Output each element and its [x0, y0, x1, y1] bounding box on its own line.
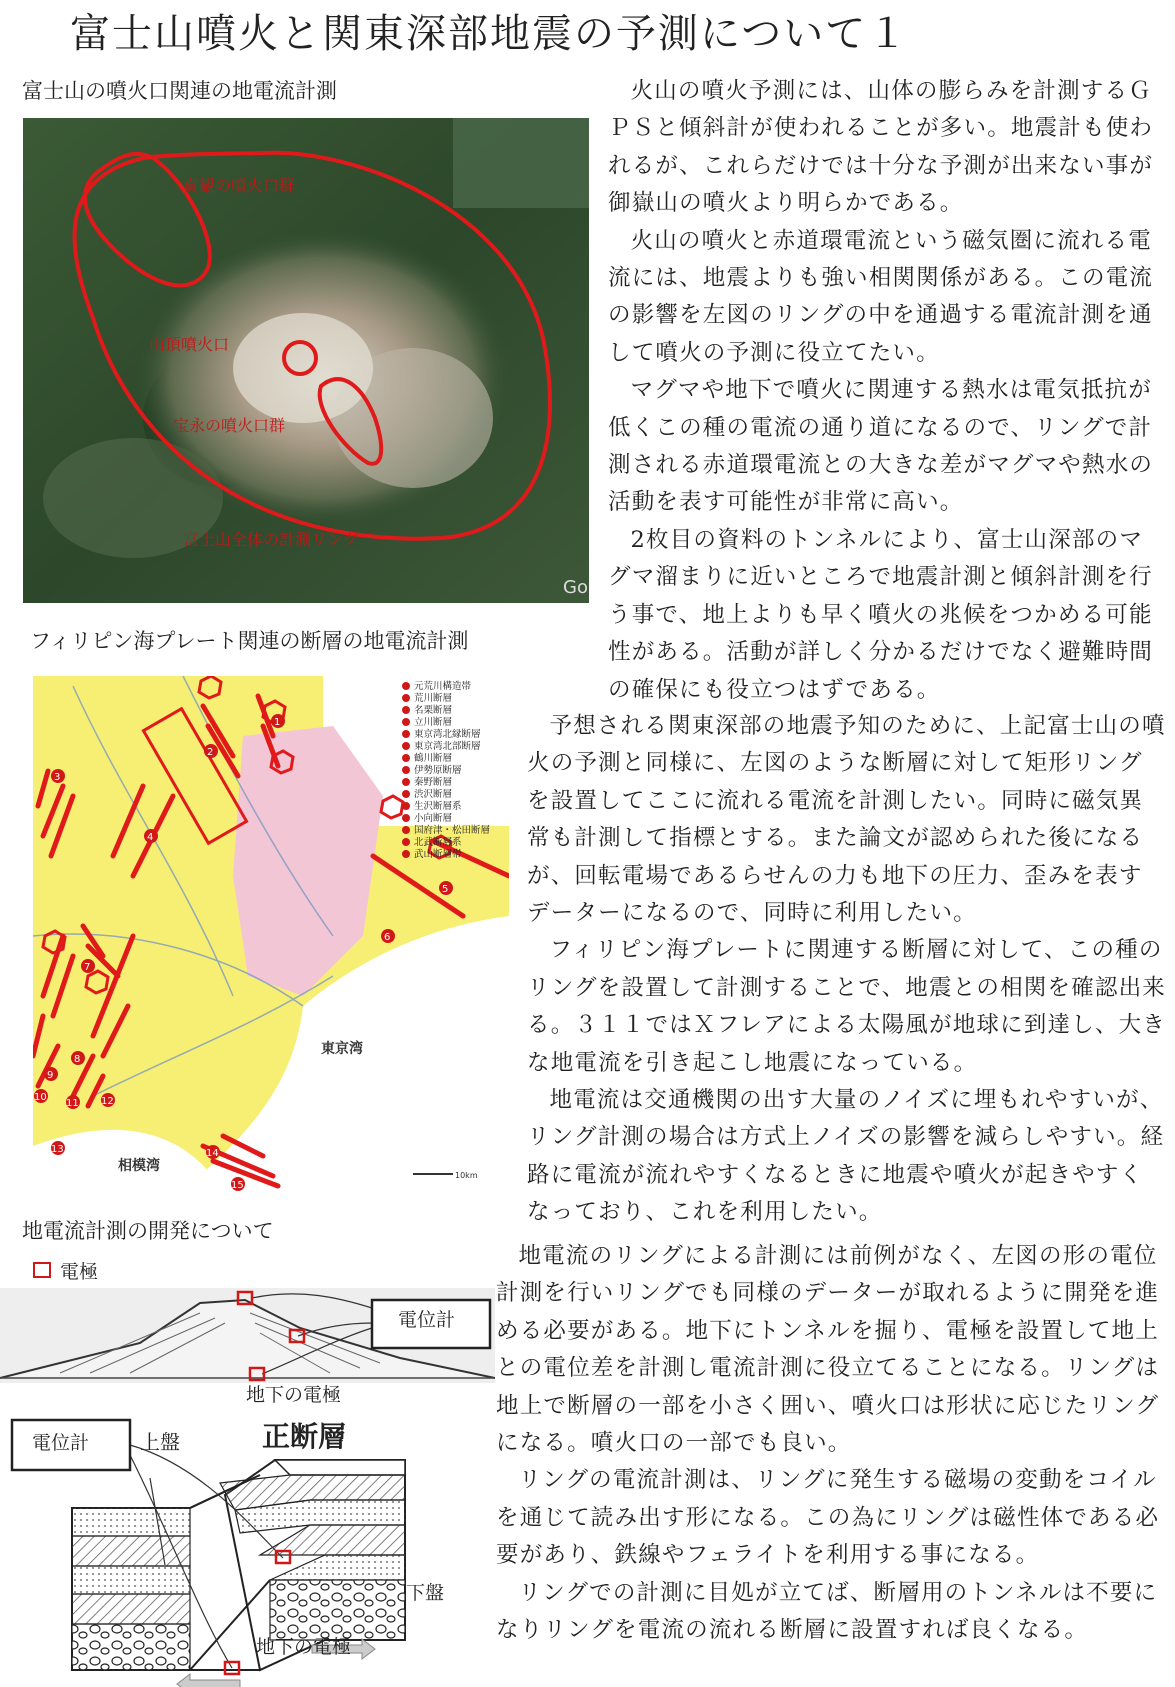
legend-item: 東京湾北縁断層 — [414, 729, 481, 740]
label-sagami-bay: 相模湾 — [118, 1158, 160, 1174]
paragraph: 2枚目の資料のトンネルにより、富士山深部のマグマ溜まりに近いところで地震計測と傾斜計測を行う事で、地上よりも早く噴火の兆候をつかめる可能性がある。活動が詳しく分かるだけでなく避難時間の確保にも役立つはずである。 — [608, 526, 1154, 703]
svg-text:15: 15 — [231, 1180, 244, 1191]
paragraph: フィリピン海プレートに関連する断層に対して、この種のリングを設置して計測することで、地震との相関を確認出来る。３１１ではＸフレアによる太陽風が地球に到達し、大きな地電流を引き起こし地震になっている。 — [527, 937, 1167, 1076]
legend-item: 東京湾北部断層 — [414, 741, 481, 752]
svg-text:3: 3 — [54, 772, 61, 783]
legend-item: 渋沢断層 — [414, 789, 453, 800]
text-block-3 — [496, 1238, 1166, 1649]
legend-item: 生沢断層系 — [414, 801, 462, 812]
svg-text:10: 10 — [34, 1092, 47, 1103]
legend-item: 秦野断層 — [414, 777, 453, 788]
paragraph: 予想される関東深部の地震予知のために、上記富士山の噴火の予測と同様に、左図のような断層に対して矩形リングを設置してここに流れる電流を計測したい。同時に磁気異常も計測して指標とする。また論文が認められた後になるが、回転電場であるらせんの力も地下の圧力、歪みを表すデーターになるので、同時に利用したい。 — [527, 713, 1166, 927]
paragraph: マグマや地下で噴火に関連する熱水は電気抵抗が低くこの種の電流の通り道になるので、リングで計測される赤道環電流との大きな差がマグマや熱水の活動を表す可能性が非常に高い。 — [608, 377, 1154, 516]
legend-item: 立川断層 — [414, 717, 453, 728]
legend-item: 荒川断層 — [414, 693, 453, 704]
upper-plate-label: 上盤 — [140, 1430, 180, 1454]
electrode-legend-icon — [33, 1262, 51, 1278]
svg-text:4: 4 — [147, 832, 154, 843]
lower-plate-label: 下盤 — [406, 1582, 445, 1604]
legend-item: 北武断層系 — [414, 837, 462, 848]
paragraph: 地電流のリングによる計測には前例がなく、左図の形の電位計測を行いリングでも同様のデーターが取れるように開発を進める必要がある。地下にトンネルを掘り、電極を設置して地上との電位差を計測し電流計測に役立てることになる。リングは地上で断層の一部を小さく囲い、噴火口は形状に応じたリングになる。噴火口の一部でも良い。 — [496, 1243, 1160, 1457]
legend-item: 伊勢原断層 — [414, 765, 462, 776]
text-block-1 — [608, 73, 1166, 709]
svg-text:11: 11 — [66, 1098, 79, 1109]
paragraph: リングでの計測に目処が立てば、断層用のトンネルは不要になりリングを電流の流れる断層に設置すれば良くなる。 — [496, 1579, 1158, 1644]
svg-text:12: 12 — [101, 1096, 114, 1107]
label-hoei: 宝永の噴火口群 — [173, 416, 286, 435]
electrode-legend-label: 電極 — [60, 1261, 99, 1283]
paragraph: リングの電流計測は、リングに発生する磁場の変動をコイルを通じて読み出す形になる。この為にリングは磁性体である必要があり、鉄線やフェライトを利用する事になる。 — [496, 1467, 1160, 1569]
svg-text:6: 6 — [384, 932, 391, 943]
meter-label: 電位計 — [398, 1309, 456, 1331]
underground-electrode2-label: 地下の電極 — [256, 1636, 352, 1658]
svg-text:2: 2 — [207, 747, 214, 758]
caption-fuji-map: 富士山の噴火口関連の地電流計測 — [22, 79, 337, 103]
label-ring: 富士山全体の計測リング — [183, 530, 359, 549]
watermark: Go — [563, 577, 588, 598]
paragraph: 火山の噴火と赤道環電流という磁気圏に流れる電流には、地震よりも強い相関関係がある。この電流の影響を左図のリングの中を通過する電流計測を通して噴火の予測に役立てたい。 — [608, 227, 1154, 366]
text-block-2 — [527, 708, 1166, 1232]
svg-text:5: 5 — [442, 884, 449, 895]
normal-fault-title: 正断層 — [262, 1420, 347, 1453]
label-summit: 山頂噴火口 — [149, 335, 230, 354]
svg-text:9: 9 — [47, 1070, 54, 1081]
svg-text:8: 8 — [74, 1054, 81, 1065]
underground-electrode-label: 地下の電極 — [246, 1384, 342, 1406]
svg-text:7: 7 — [84, 962, 91, 973]
fuji-satellite-image — [23, 118, 589, 603]
normal-fault-diagram — [0, 1415, 495, 1687]
label-craters-north: 貞観の噴火口群 — [183, 176, 296, 195]
svg-text:13: 13 — [51, 1144, 64, 1155]
page-title: 富士山噴火と関東深部地震の予測について１ — [70, 11, 910, 57]
legend-item: 名栗断層 — [414, 705, 453, 716]
svg-text:14: 14 — [206, 1148, 219, 1159]
fault-map — [33, 676, 509, 1191]
svg-text:1: 1 — [274, 717, 281, 728]
label-tokyo-bay: 東京湾 — [321, 1041, 363, 1057]
legend-item: 武山断層帯 — [414, 849, 462, 860]
caption-fault-map: フィリピン海プレート関連の断層の地電流計測 — [30, 629, 469, 653]
caption-dev: 地電流計測の開発について — [22, 1219, 274, 1243]
meter2-label: 電位計 — [32, 1432, 90, 1454]
paragraph: 火山の噴火予測には、山体の膨らみを計測するＧＰＳと傾斜計が使われることが多い。地震計も使われるが、これらだけでは十分な予測が出来ない事が御嶽山の噴火より明らかである。 — [608, 78, 1154, 217]
legend-item: 国府津・松田断層 — [414, 825, 491, 836]
legend-item: 小向断層 — [414, 813, 453, 824]
legend-item: 元荒川構造帯 — [414, 681, 472, 692]
paragraph: 地電流は交通機関の出す大量のノイズに埋もれやすいが、リング計測の場合は方式上ノイズの影響を減らしやすい。経路に電流が流れやすくなるときに地震や噴火が起きやすくなっており、これを利用したい。 — [527, 1087, 1165, 1226]
scale-label: 10km — [455, 1171, 478, 1180]
legend-item: 鶴川断層 — [414, 753, 453, 764]
